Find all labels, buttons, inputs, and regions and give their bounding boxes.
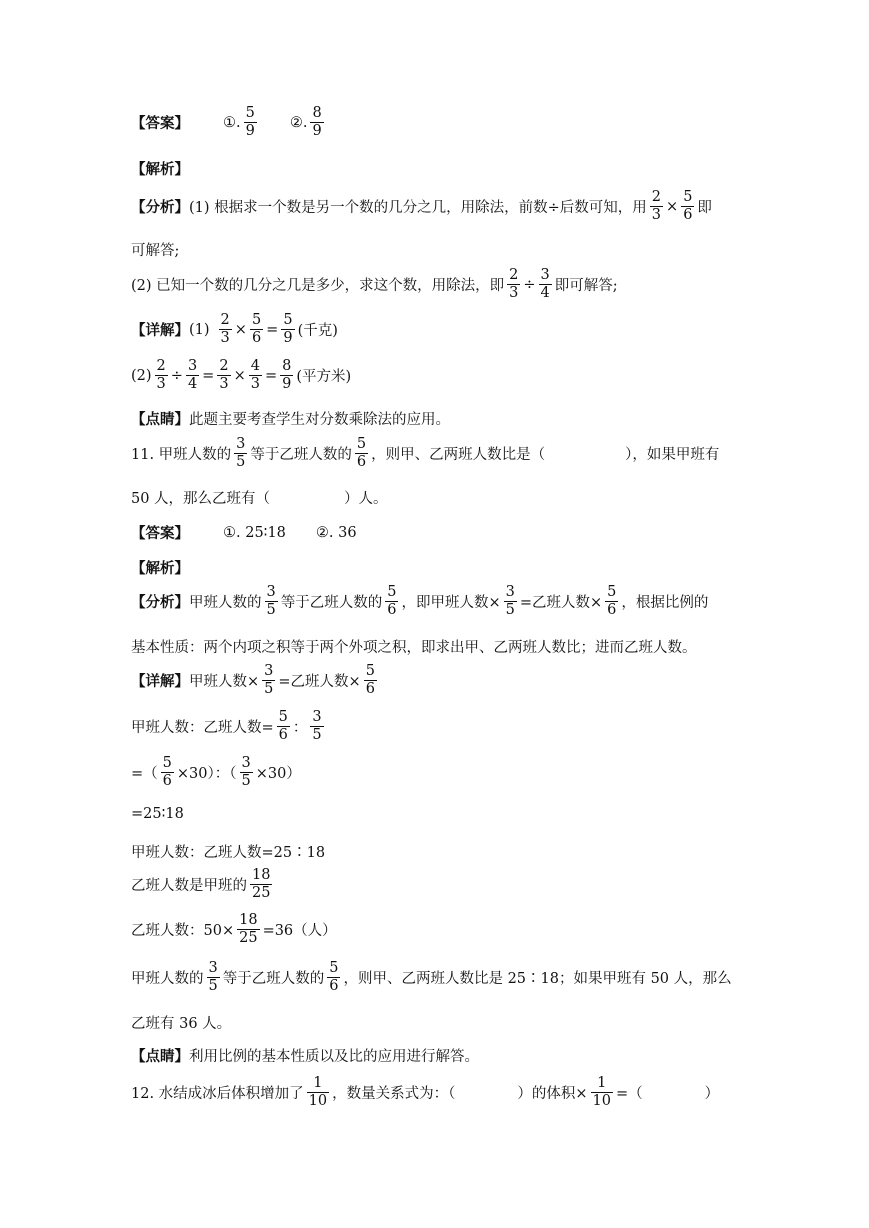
denominator: 9 xyxy=(312,123,322,140)
numerator: 5 xyxy=(162,755,172,771)
denominator: 3 xyxy=(250,376,260,393)
detail-line xyxy=(131,806,184,822)
numerator: 2 xyxy=(156,358,166,374)
detail-line xyxy=(131,913,337,946)
denominator: 5 xyxy=(241,773,251,790)
text: (2) xyxy=(131,367,152,384)
denominator: 5 xyxy=(236,454,246,471)
fraction xyxy=(307,1076,329,1109)
text: =（ xyxy=(131,766,158,783)
fraction xyxy=(504,585,517,618)
text: 可解答; xyxy=(131,243,180,259)
numerator: 2 xyxy=(651,189,662,205)
denominator: 6 xyxy=(162,773,172,790)
fraction xyxy=(364,664,377,697)
detail-line xyxy=(131,313,338,346)
analysis-heading-line xyxy=(131,557,189,578)
text: 等于乙班人数的 xyxy=(250,447,352,464)
fraction xyxy=(327,961,340,994)
numerator: 4 xyxy=(250,358,260,374)
numerator: 5 xyxy=(683,189,693,205)
denominator: 9 xyxy=(282,376,292,393)
numerator: 5 xyxy=(365,663,375,679)
numerator: 5 xyxy=(607,584,617,600)
numerator: 5 xyxy=(356,436,367,452)
fraction xyxy=(240,756,253,789)
text: (1) 根据求一个数是另一个数的几分之几，用除法，前数÷后数可知，用 xyxy=(189,200,647,217)
tip-heading: 【点睛】 xyxy=(131,411,189,428)
denominator: 5 xyxy=(264,681,274,698)
text: =乙班人数× xyxy=(278,674,361,691)
denominator: 3 xyxy=(509,285,519,302)
analysis-heading: 【解析】 xyxy=(131,560,189,577)
fraction xyxy=(244,106,257,139)
text: 乙班有 36 人。 xyxy=(131,1016,232,1032)
text: 即可解答; xyxy=(554,278,618,295)
numerator: 5 xyxy=(329,960,339,976)
text: ，则甲、乙两班人数比是 25∶18；如果甲班有 50 人，那么 xyxy=(343,971,732,988)
denominator: 6 xyxy=(356,454,367,471)
numerator: 3 xyxy=(264,663,274,679)
tip-line xyxy=(131,408,450,429)
numerator: 3 xyxy=(505,584,515,600)
text: ，根据比例的 xyxy=(621,595,709,612)
analysis-text-line xyxy=(131,636,697,657)
text: =乙班人数× xyxy=(519,595,603,612)
fraction xyxy=(507,268,520,301)
numerator: 3 xyxy=(266,584,276,600)
fraction xyxy=(280,359,293,392)
text: 等于乙班人数的 xyxy=(280,595,383,612)
denominator: 9 xyxy=(283,330,293,347)
numerator: 3 xyxy=(540,267,550,283)
fraction xyxy=(281,313,294,346)
fraction xyxy=(539,268,552,301)
detail-line xyxy=(131,664,380,697)
fraction xyxy=(591,1076,613,1109)
operator: × xyxy=(234,321,247,338)
text: ）人。 xyxy=(344,491,388,507)
text: 等于乙班人数的 xyxy=(222,971,325,988)
text: =25∶18 xyxy=(131,806,184,822)
text: 甲班人数的 xyxy=(189,595,262,612)
text: 甲班人数：乙班人数= xyxy=(131,720,274,737)
numerator: 8 xyxy=(312,105,322,121)
detail-line xyxy=(131,961,732,994)
text: ）的体积× xyxy=(517,1086,588,1103)
tip-heading: 【点睛】 xyxy=(131,1048,189,1065)
fraction xyxy=(262,664,275,697)
text: 利用比例的基本性质以及比的应用进行解答。 xyxy=(189,1049,479,1065)
text: 11. 甲班人数的 xyxy=(131,447,232,464)
fraction xyxy=(217,359,230,392)
detail-line xyxy=(131,868,275,901)
fenxi-heading: 【分析】 xyxy=(131,594,189,612)
denominator: 10 xyxy=(592,1093,611,1110)
fraction xyxy=(249,359,262,392)
detail-heading: 【详解】 xyxy=(131,322,189,340)
unit: (千克) xyxy=(297,323,338,340)
denominator: 5 xyxy=(505,602,515,619)
analysis-text-line xyxy=(131,585,708,618)
operator: ÷ xyxy=(170,367,183,384)
fraction xyxy=(155,359,168,392)
numerator: 2 xyxy=(220,312,230,328)
text: ，则甲、乙两班人数比是（ xyxy=(371,447,546,464)
denominator: 6 xyxy=(278,727,288,744)
denominator: 10 xyxy=(308,1093,328,1110)
fraction xyxy=(650,190,663,223)
text: ： xyxy=(292,720,308,737)
answer-2-marker: ②. xyxy=(289,114,308,131)
detail-heading: 【详解】 xyxy=(131,673,189,691)
numerator: 1 xyxy=(313,1075,323,1091)
text: ×30） xyxy=(255,766,301,783)
text: 乙班人数：50× xyxy=(131,923,235,940)
answer-2: ②. 36 xyxy=(315,524,357,541)
text: ），如果甲班有 xyxy=(625,447,720,464)
text: (1) xyxy=(189,321,210,338)
question-12-line xyxy=(131,1076,719,1109)
analysis-text-line xyxy=(131,190,712,223)
numerator: 5 xyxy=(278,709,288,725)
numerator: 2 xyxy=(509,267,519,283)
detail-line xyxy=(131,841,325,862)
analysis-heading-line xyxy=(131,158,189,179)
denominator: 5 xyxy=(266,602,276,619)
detail-line xyxy=(131,756,301,789)
denominator: 4 xyxy=(540,285,550,302)
text: =（ xyxy=(615,1086,643,1103)
fraction xyxy=(207,961,220,994)
fraction xyxy=(310,106,323,139)
text: ×30）：（ xyxy=(176,766,237,783)
numerator: 3 xyxy=(208,960,218,976)
denominator: 3 xyxy=(651,207,662,224)
fraction xyxy=(681,190,694,223)
operator: = xyxy=(264,367,278,384)
numerator: 3 xyxy=(187,358,198,374)
analysis-text-line xyxy=(131,268,618,301)
fraction xyxy=(186,359,199,392)
text: 50 人，那么乙班有（ xyxy=(131,491,271,507)
operator: = xyxy=(266,321,279,338)
denominator: 25 xyxy=(252,885,271,902)
text: 甲班人数的 xyxy=(131,971,204,988)
text: 甲班人数× xyxy=(189,674,260,691)
fraction xyxy=(250,313,263,346)
denominator: 25 xyxy=(239,930,258,947)
fraction xyxy=(355,437,368,470)
answer-1-marker: ①. xyxy=(223,114,241,131)
numerator: 3 xyxy=(236,436,246,452)
text: ，数量关系式为：（ xyxy=(332,1086,456,1103)
text: ，即甲班人数× xyxy=(401,595,501,612)
text: 此题主要考查学生对分数乘除法的应用。 xyxy=(189,412,450,428)
fraction xyxy=(277,710,290,743)
fraction xyxy=(161,756,174,789)
denominator: 6 xyxy=(251,330,262,347)
fraction xyxy=(234,437,247,470)
analysis-text-line xyxy=(131,239,179,260)
denominator: 5 xyxy=(312,727,322,744)
operator: = xyxy=(202,367,215,384)
numerator: 5 xyxy=(283,312,293,328)
numerator: 5 xyxy=(251,312,262,328)
numerator: 8 xyxy=(282,358,292,374)
denominator: 9 xyxy=(245,123,255,140)
numerator: 5 xyxy=(245,105,255,121)
text: (2) 已知一个数的几分之几是多少，求这个数，用除法，即 xyxy=(131,278,505,295)
fraction xyxy=(265,585,278,618)
denominator: 6 xyxy=(683,207,693,224)
numerator: 18 xyxy=(239,912,258,928)
fenxi-heading: 【分析】 xyxy=(131,199,189,217)
denominator: 3 xyxy=(156,376,166,393)
fraction xyxy=(219,313,232,346)
answer-heading: 【答案】 xyxy=(131,115,189,133)
denominator: 6 xyxy=(387,602,397,619)
q11-answer-line xyxy=(131,522,357,543)
answer-1: ①. 25∶18 xyxy=(223,524,286,541)
text: 基本性质：两个内项之积等于两个外项之积，即求出甲、乙两班人数比；进而乙班人数。 xyxy=(131,640,697,656)
denominator: 3 xyxy=(220,330,230,347)
operator: ÷ xyxy=(523,276,536,293)
numerator: 2 xyxy=(219,358,229,374)
question-11-line xyxy=(131,487,388,508)
numerator: 3 xyxy=(312,709,322,725)
detail-line xyxy=(131,710,327,743)
denominator: 3 xyxy=(219,376,229,393)
fraction xyxy=(385,585,398,618)
unit: (平方米) xyxy=(296,369,352,386)
denominator: 6 xyxy=(329,978,339,995)
fraction xyxy=(310,710,323,743)
text: ） xyxy=(704,1086,720,1103)
operator: × xyxy=(233,367,246,384)
numerator: 1 xyxy=(597,1075,607,1091)
numerator: 3 xyxy=(241,755,251,771)
numerator: 5 xyxy=(387,584,397,600)
answer-heading: 【答案】 xyxy=(131,525,189,542)
tip-line xyxy=(131,1045,479,1066)
denominator: 6 xyxy=(365,681,375,698)
text: 甲班人数：乙班人数=25∶18 xyxy=(131,845,326,861)
denominator: 6 xyxy=(607,602,617,619)
detail-line xyxy=(131,359,351,392)
analysis-heading: 【解析】 xyxy=(131,161,189,178)
fraction xyxy=(250,868,272,901)
text: =36（人） xyxy=(262,923,337,940)
numerator: 18 xyxy=(252,867,271,883)
operator: × xyxy=(666,198,679,215)
text: 即 xyxy=(697,200,712,217)
fraction xyxy=(237,913,259,946)
denominator: 4 xyxy=(187,376,198,393)
denominator: 5 xyxy=(208,978,218,995)
q10-answer-line xyxy=(131,106,327,139)
detail-line xyxy=(131,1012,231,1033)
text: 乙班人数是甲班的 xyxy=(131,878,247,895)
text: 12. 水结成冰后体积增加了 xyxy=(131,1086,304,1103)
fraction xyxy=(605,585,618,618)
question-11-line xyxy=(131,437,719,470)
